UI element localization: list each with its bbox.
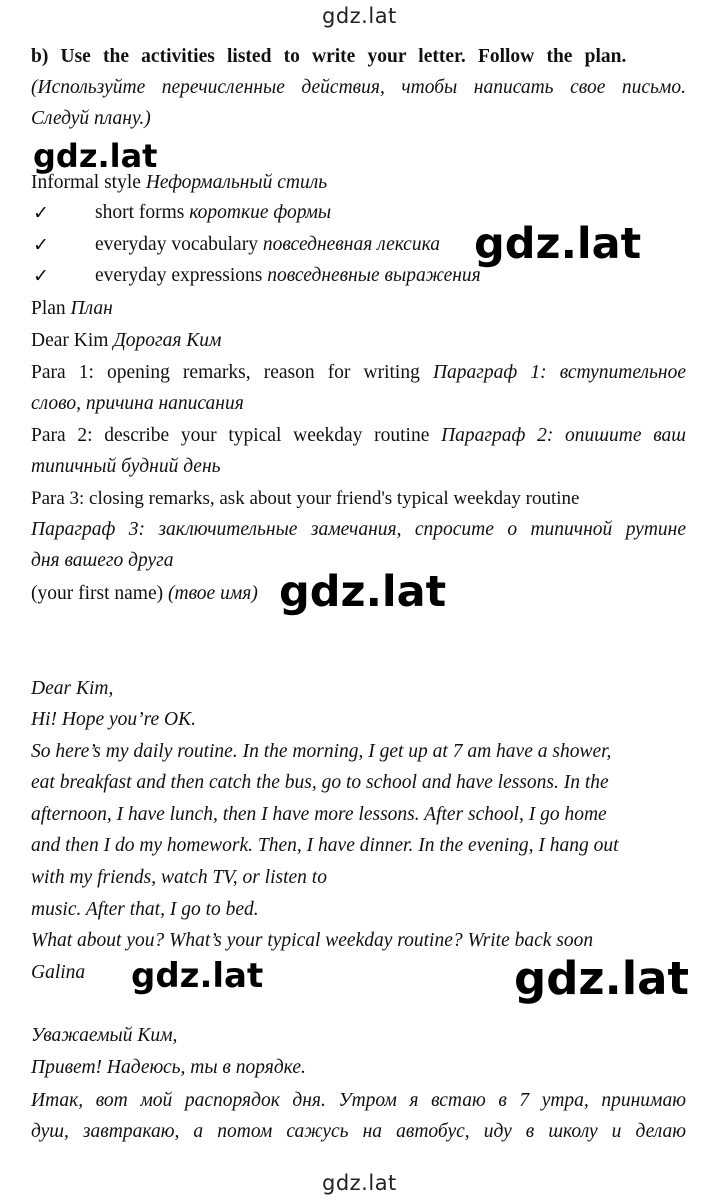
checklist-item: short forms короткие формы bbox=[95, 202, 332, 223]
plan-salutation: Dear Kim Дорогая Ким bbox=[31, 330, 222, 351]
letter-ru-line: Привет! Надеюсь, ты в порядке. bbox=[31, 1057, 306, 1078]
letter-line: Hi! Hope you’re OK. bbox=[31, 709, 196, 730]
plan-para-1: Para 1: opening remarks, reason for writing Параграф 1: вступительное bbox=[31, 362, 687, 383]
letter-line: Dear Kim, bbox=[31, 678, 114, 699]
instruction-line-3: Следуй плану.) bbox=[31, 108, 151, 129]
checklist-item: everyday vocabulary повседневная лексика bbox=[95, 234, 440, 255]
letter-ru-line: душ, завтракаю, а потом сажусь на автобус, иду в школу и делаю bbox=[31, 1121, 686, 1142]
style-heading: Informal style Неформальный стиль bbox=[31, 172, 328, 193]
letter-ru-line: Уважаемый Ким, bbox=[31, 1025, 178, 1046]
watermark-bottom: gdz.lat bbox=[322, 1171, 397, 1195]
watermark-right: gdz.lat bbox=[474, 219, 642, 269]
letter-line: and then I do my homework. Then, I have dinner. In the evening, I hang out bbox=[31, 835, 619, 856]
letter-line: afternoon, I have lunch, then I have more lessons. After school, I go home bbox=[31, 804, 607, 825]
letter-ru-line: Итак, вот мой распорядок дня. Утром я встаю в 7 утра, принимаю bbox=[31, 1090, 686, 1111]
letter-line: music. After that, I go to bed. bbox=[31, 899, 259, 920]
letter-line: What about you? What’s your typical weekday routine? Write back soon bbox=[31, 930, 594, 951]
watermark-lower-left: gdz.lat bbox=[131, 956, 264, 996]
plan-signature: (your first name) (твое имя) bbox=[31, 583, 258, 604]
letter-signature: Galina bbox=[31, 962, 86, 983]
checkmark-icon: ✓ bbox=[33, 235, 49, 256]
letter-line: So here’s my daily routine. In the morning, I get up at 7 am have a shower, bbox=[31, 741, 612, 762]
watermark-center: gdz.lat bbox=[279, 567, 447, 617]
plan-para-3: Para 3: closing remarks, ask about your friend's typical weekday routine bbox=[31, 488, 580, 509]
instruction-line-1: b) Use the activities listed to write your letter. Follow the plan. bbox=[31, 46, 627, 67]
plan-para-3-cont-2: дня вашего друга bbox=[31, 550, 174, 571]
checklist-item: everyday expressions повседневные выражения bbox=[95, 265, 481, 286]
watermark-left: gdz.lat bbox=[33, 137, 158, 175]
watermark-top: gdz.lat bbox=[322, 4, 397, 28]
letter-line: eat breakfast and then catch the bus, go to school and have lessons. In the bbox=[31, 772, 609, 793]
plan-heading: Plan План bbox=[31, 298, 113, 319]
plan-para-3-cont: Параграф 3: заключительные замечания, спросите о типичной рутине bbox=[31, 519, 686, 540]
plan-para-2-cont: типичный будний день bbox=[31, 456, 221, 477]
checkmark-icon: ✓ bbox=[33, 203, 49, 224]
plan-para-2: Para 2: describe your typical weekday routine Параграф 2: опишите ваш bbox=[31, 425, 687, 446]
instruction-line-2: (Используйте перечисленные действия, чтобы написать свое письмо. bbox=[31, 77, 686, 98]
checkmark-icon: ✓ bbox=[33, 266, 49, 287]
watermark-lower-right: gdz.lat bbox=[514, 952, 690, 1005]
letter-line: with my friends, watch TV, or listen to bbox=[31, 867, 327, 888]
plan-para-1-cont: слово, причина написания bbox=[31, 393, 244, 414]
